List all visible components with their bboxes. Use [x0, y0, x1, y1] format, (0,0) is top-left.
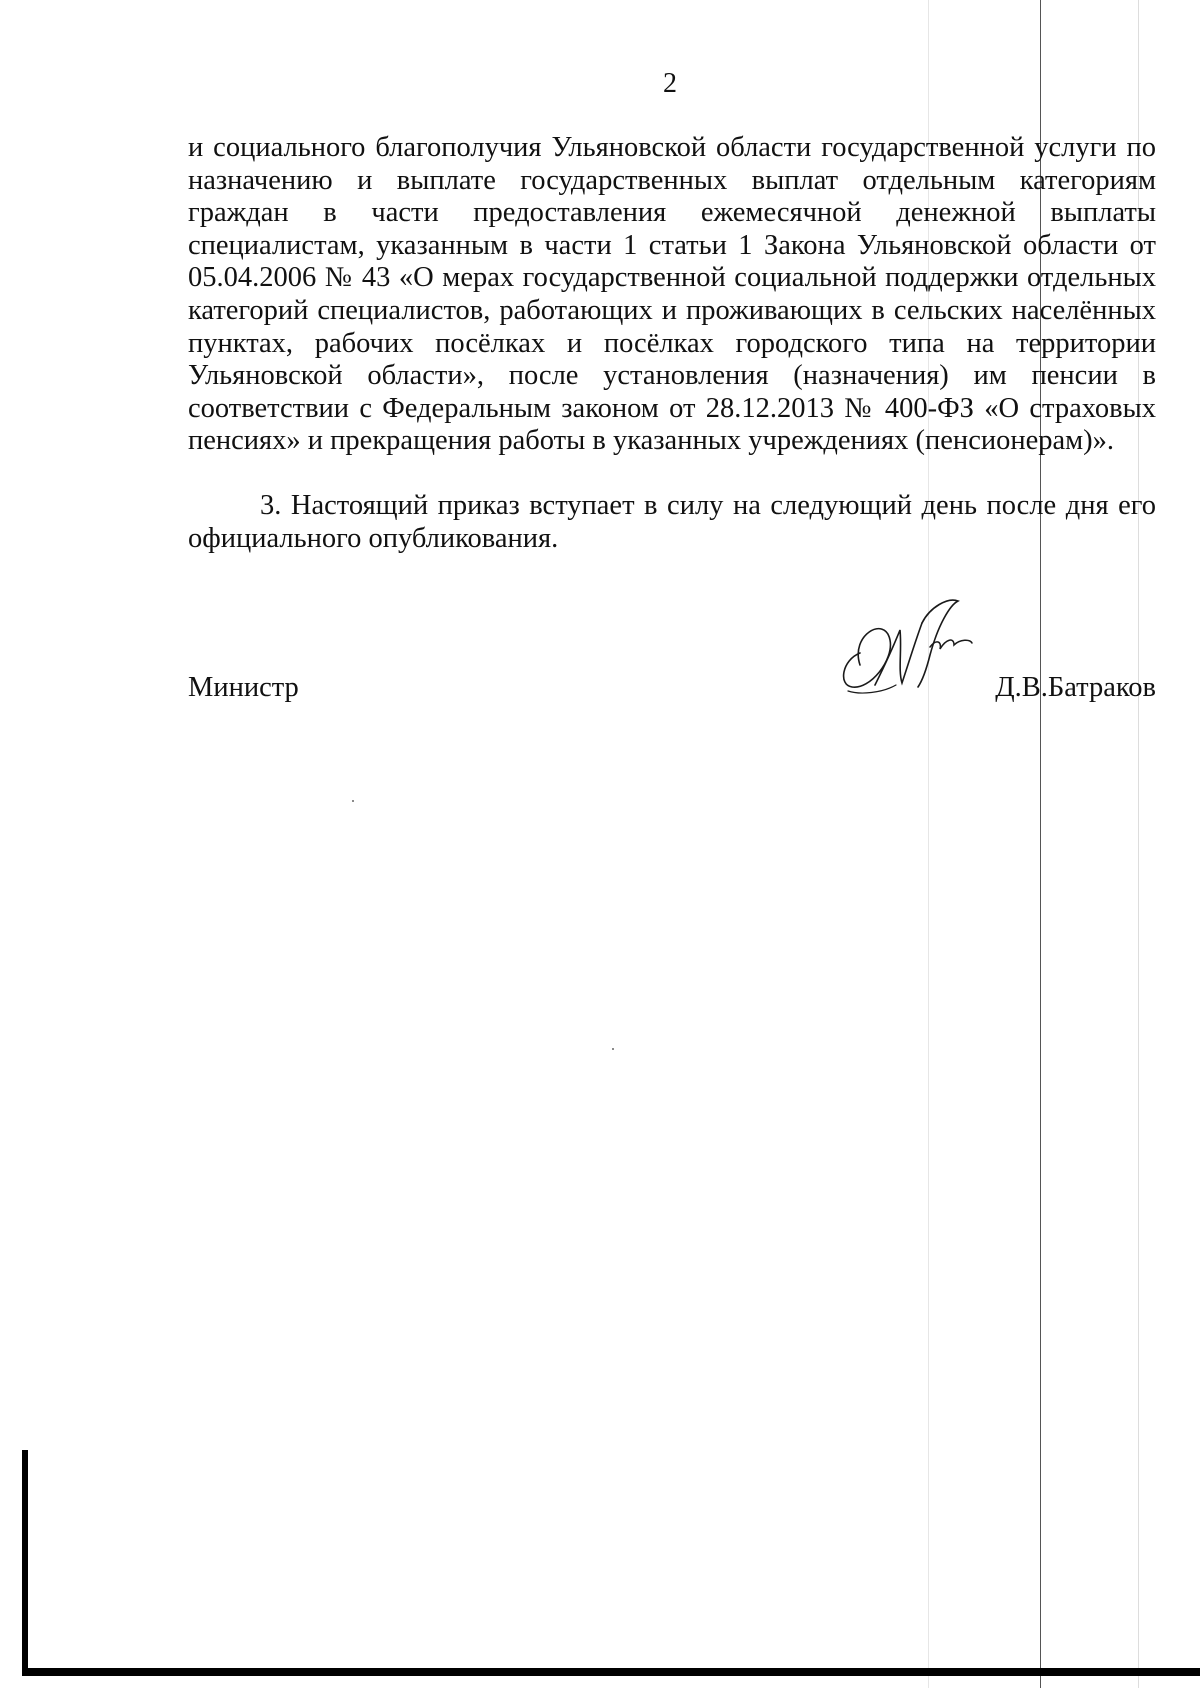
paragraph-3: 3. Настоящий приказ вступает в силу на следующий день после дня его официального опубликования. [188, 489, 1156, 554]
scan-speck [352, 800, 354, 802]
scan-speck [612, 1048, 614, 1050]
paragraph-continuation: и социального благополучия Ульяновской области государственной услуги по назначению и выплате государственных выплат отдельным категориям граждан в части предоставления ежемесячной денежной выплаты специалистам, указанным в части 1 статьи 1 Закона Ульяновской области от 05.04.2006 № 43 «О мерах государственной социальной поддержки отдельных категорий специалистов, работающих и проживающих в сельских населённых пунктах, рабочих посёлках и посёлках городского типа на территории Ульяновской области», после установления (назначения) им пенсии в соответствии с Федеральным законом от 28.12.2013 № 400-ФЗ «О страховых пенсиях» и прекращения работы в указанных учреждениях (пенсионерам)». [188, 132, 1156, 457]
document-body [188, 132, 1156, 555]
scan-border-bottom [22, 1668, 1200, 1676]
signer-name: Д.В.Батраков [995, 672, 1156, 703]
handwritten-signature [830, 595, 1010, 715]
position-title: Министр [188, 672, 299, 703]
scan-border-left [22, 1450, 28, 1676]
page-number: 2 [663, 68, 677, 99]
